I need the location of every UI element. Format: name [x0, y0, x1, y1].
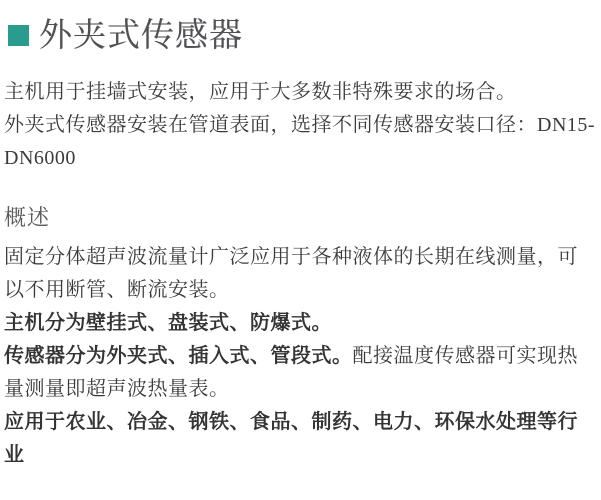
overview-paragraph-3	[4, 340, 598, 406]
overview-paragraph-3-bold-run: 传感器分为外夹式、插入式、管段式。	[4, 345, 353, 367]
overview-paragraph-4: 应用于农业、冶金、钢铁、食品、制药、电力、环保水处理等行业	[4, 411, 578, 466]
page-title-row	[8, 16, 593, 54]
intro-paragraph-2: 外夹式传感器安装在管道表面，选择不同传感器安装口径：DN15-DN6000	[4, 114, 596, 169]
page-title: 外夹式传感器	[39, 16, 243, 53]
document-body	[4, 76, 598, 472]
overview-paragraph-1: 固定分体超声波流量计广泛应用于各种液体的长期在线测量，可以不用断管、断流安装。	[4, 246, 578, 301]
overview-paragraph-3-regular-run: 配接温度传感器可实现热量测量即超声波热量表。	[4, 345, 578, 400]
overview-paragraph-2: 主机分为壁挂式、盘装式、防爆式。	[4, 312, 332, 334]
intro-paragraph-1: 主机用于挂墙式安装，应用于大多数非特殊要求的场合。	[4, 81, 517, 103]
section-heading-overview: 概述	[4, 205, 51, 230]
square-bullet-icon	[8, 25, 29, 46]
